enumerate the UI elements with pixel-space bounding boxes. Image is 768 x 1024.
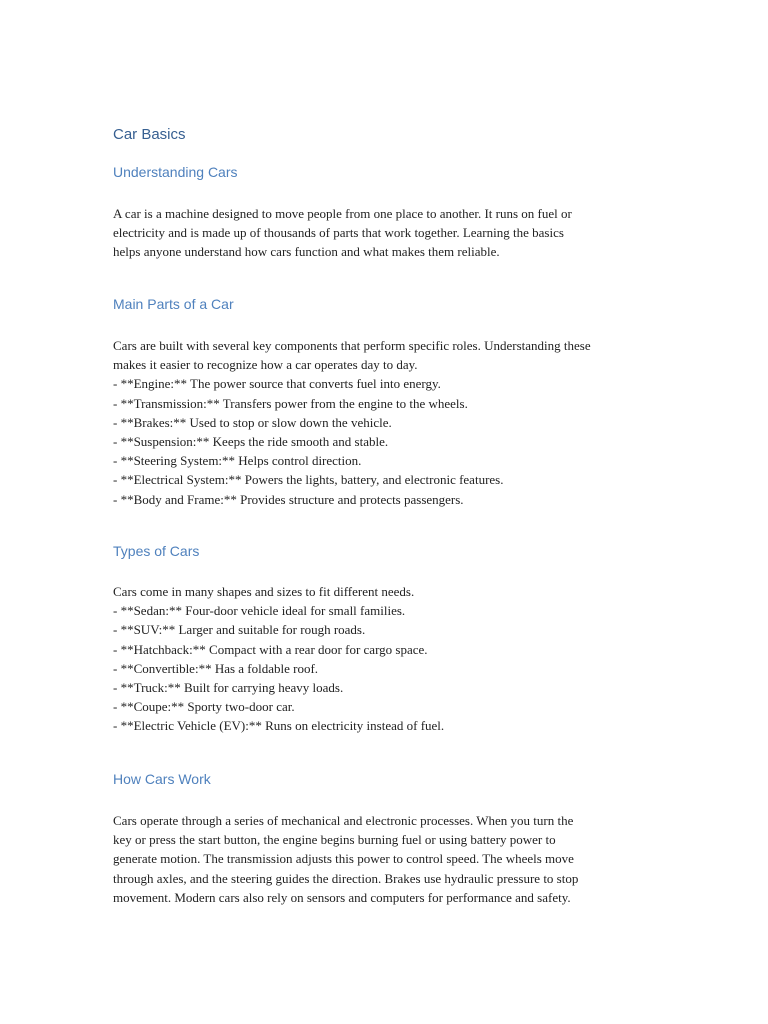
list-item: - **Transmission:** Transfers power from the engine to the wheels. (113, 395, 468, 411)
list-item: - **Engine:** The power source that converts fuel into energy. (113, 376, 441, 392)
list-item: - **Brakes:** Used to stop or slow down the vehicle. (113, 414, 392, 430)
text-line: Cars operate through a series of mechanical and electronic processes. When you turn the (113, 813, 574, 828)
list-item: - **SUV:** Larger and suitable for rough roads. (113, 622, 366, 638)
list-item: - **Suspension:** Keeps the ride smooth and stable. (113, 434, 389, 450)
text-line: movement. Modern cars also rely on sensors and computers for performance and safety. (113, 889, 571, 905)
text-line: key or press the start button, the engine begins burning fuel or using battery power to (113, 832, 556, 848)
list-item: - **Convertible:** Has a foldable roof. (113, 660, 319, 676)
text-line: A car is a machine designed to move people from one place to another. It runs on fuel or (113, 206, 572, 221)
list-item: - **Coupe:** Sporty two-door car. (113, 699, 295, 715)
section-heading-main-parts: Main Parts of a Car (113, 296, 234, 312)
text-line: Cars come in many shapes and sizes to fit different needs. (113, 584, 415, 599)
list-item: - **Truck:** Built for carrying heavy loads. (113, 680, 344, 696)
section-body-types-of-cars (113, 582, 673, 736)
text-line: Cars are built with several key components that perform specific roles. Understanding these (113, 338, 591, 353)
section-heading-types-of-cars: Types of Cars (113, 543, 200, 559)
section-body-understanding-cars (113, 204, 673, 262)
section-body-how-cars-work (113, 811, 673, 907)
list-item: - **Electrical System:** Powers the lights, battery, and electronic features. (113, 472, 504, 488)
list-item: - **Electric Vehicle (EV):** Runs on electricity instead of fuel. (113, 718, 445, 734)
list-item: - **Hatchback:** Compact with a rear door for cargo space. (113, 641, 428, 657)
text-line: makes it easier to recognize how a car operates day to day. (113, 357, 418, 373)
text-line: generate motion. The transmission adjusts this power to control speed. The wheels move (113, 851, 574, 867)
text-line: electricity and is made up of thousands of parts that work together. Learning the basics (113, 225, 564, 241)
text-line: helps anyone understand how cars function and what makes them reliable. (113, 244, 500, 260)
section-body-main-parts (113, 336, 673, 509)
list-item: - **Body and Frame:** Provides structure and protects passengers. (113, 491, 464, 507)
page-title: Car Basics (113, 126, 186, 143)
section-heading-understanding-cars: Understanding Cars (113, 164, 238, 180)
list-item: - **Sedan:** Four-door vehicle ideal for small families. (113, 603, 406, 619)
text-line: through axles, and the steering guides the direction. Brakes use hydraulic pressure to stop (113, 870, 579, 886)
section-heading-how-cars-work: How Cars Work (113, 771, 211, 787)
list-item: - **Steering System:** Helps control direction. (113, 453, 362, 469)
